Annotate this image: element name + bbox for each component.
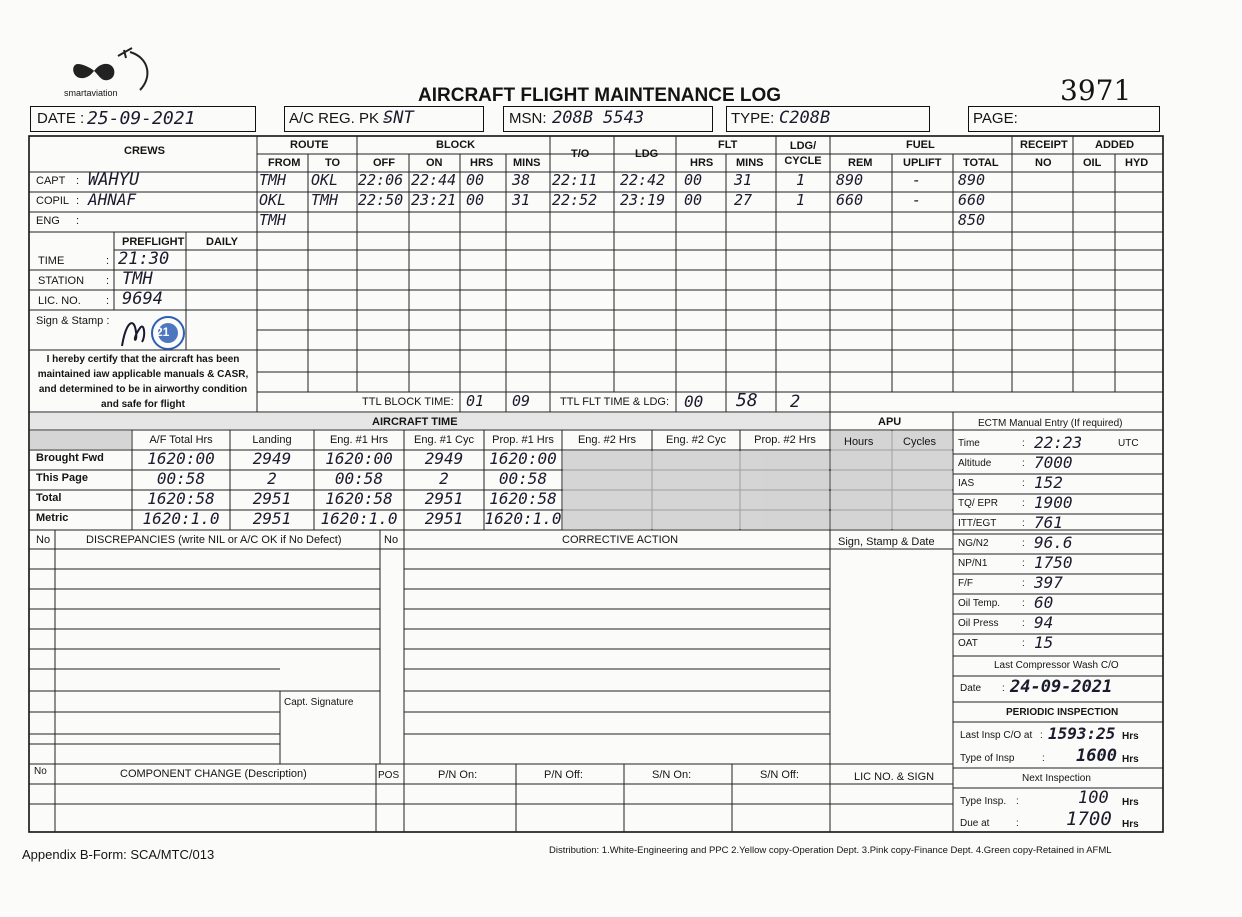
ldg-header: LDG [635,148,659,160]
flt-mins-header: MINS [736,157,764,169]
flight-block-hrs-cell: 00 [466,171,485,189]
flight-to-cell: OKL [311,171,339,189]
apu-title: APU [878,416,902,428]
corrective-no-header: No [384,534,399,546]
sign-stamp-label: Sign & Stamp : [36,315,110,327]
flight-from-cell: TMH [259,211,287,229]
on-header: ON [426,157,443,169]
next-type-value: 100 [1078,788,1109,808]
flight-flt-hrs-cell: 00 [684,191,703,209]
ectm-label: F/F [958,578,973,589]
preflight-time: 21:30 [118,249,170,269]
ttl-block-hrs: 01 [466,392,485,410]
off-header: OFF [373,157,395,169]
capt-signature-label: Capt. Signature [284,697,354,708]
fuel-uplift-cell: - [912,171,922,189]
ectm-label: TQ/ EPR [958,498,999,509]
aircraft-time-cell: 2951 [424,489,464,508]
aircraft-time-row-label: Total [36,492,62,504]
colon: : [1016,818,1019,829]
colon: : [1022,538,1025,549]
sn-off-header: S/N Off: [760,769,799,781]
due-at-unit: Hrs [1122,819,1139,830]
flight-ldg-cell: 22:42 [620,171,666,189]
ectm-label: Oil Press [958,618,999,629]
distribution-note: Distribution: 1.White-Engineering and PPC 2.Yellow copy-Operation Dept. 3.Pink copy-Finance Dept. 4.Green copy-Retained in AFML [549,845,1112,856]
stamp-number: 21 [156,325,170,339]
aircraft-time-column-header: Landing [252,434,292,446]
fuel-header: FUEL [906,139,935,151]
due-at-value: 1700 [1066,808,1112,830]
ectm-label: Oil Temp. [958,598,1001,609]
apu-cycles: Cycles [903,436,937,448]
uplift-header: UPLIFT [903,157,942,169]
ectm-label: Altitude [958,458,992,469]
preflight-station: TMH [122,269,153,289]
preflight-lic: 9694 [122,289,163,309]
last-insp-label: Last Insp C/O at [960,730,1033,741]
route-header: ROUTE [290,139,329,151]
aircraft-time-cell: 2951 [252,489,292,508]
total-header: TOTAL [963,157,999,169]
capt-label: CAPT [36,175,66,187]
fuel-total-cell: 660 [958,191,986,209]
fuel-rem-cell: 660 [836,191,864,209]
pn-off-header: P/N Off: [544,769,583,781]
capt-name: WAHYU [88,170,140,190]
next-insp-title: Next Inspection [1022,773,1091,784]
time-label: TIME [38,255,65,267]
rem-header: REM [848,157,873,169]
form-title: AIRCRAFT FLIGHT MAINTENANCE LOG [418,85,782,106]
flt-header: FLT [718,139,738,151]
aircraft-time-row-label: Metric [36,512,69,524]
colon: : [1022,518,1025,529]
aircraft-time-cell: 00:58 [334,469,384,488]
aircraft-time-column-header: Eng. #1 Cyc [414,434,474,446]
oil-header: OIL [1083,157,1102,169]
sign-stamp-date-header: Sign, Stamp & Date [838,536,935,548]
lic-sign-header: LIC NO. & SIGN [854,771,935,783]
aircraft-time-cell: 1620:58 [147,489,215,508]
last-insp-value: 1593:25 [1048,724,1116,743]
date-value: 25-09-2021 [87,108,196,129]
station-label: STATION [38,275,85,287]
ectm-value: 1900 [1034,493,1073,512]
ectm-value: 60 [1034,593,1054,612]
takeoff-header: T/O [571,148,590,160]
ectm-title: ECTM Manual Entry (If required) [978,418,1123,429]
flight-flt-hrs-cell: 00 [684,171,703,189]
colon: : [1022,618,1025,629]
discrepancy-no-header: No [36,534,51,546]
flight-off-cell: 22:06 [358,171,404,189]
colon: : [1022,598,1025,609]
flight-on-cell: 22:44 [411,171,457,189]
aircraft-time-column-header: Eng. #2 Cyc [666,434,726,446]
ectm-label: ITT/EGT [958,518,997,529]
aircraft-time-cell: 1620:58 [325,489,393,508]
ttl-ldg: 2 [790,392,801,412]
form-reference: Appendix B-Form: SCA/MTC/013 [22,847,215,862]
msn-label: MSN: [509,110,547,127]
ectm-unit: UTC [1118,438,1139,449]
aircraft-time-title: AIRCRAFT TIME [372,416,458,428]
flight-block-mins-cell: 31 [512,191,531,209]
ectm-value: 94 [1034,613,1054,632]
msn-value: 208B 5543 [552,108,645,128]
reg-value: SNT [383,108,414,128]
aircraft-time-cell: 1620:00 [325,449,393,468]
type-value: C208B [779,108,831,128]
compressor-date: 24-09-2021 [1010,677,1113,697]
ttl-flt-label: TTL FLT TIME & LDG: [560,396,670,408]
aircraft-time-column-header: Prop. #1 Hrs [492,434,554,446]
colon: : [76,195,80,207]
ectm-value: 15 [1034,633,1054,652]
brand-name: smartaviation [64,88,118,98]
ectm-label: OAT [958,638,978,649]
pos-header: POS [378,770,400,781]
aircraft-time-column-header: Eng. #1 Hrs [329,434,389,446]
ldg-cycle-header: LDG/ CYCLE [784,140,822,167]
flight-flt-mins-cell: 27 [734,191,753,209]
colon: : [1022,498,1025,509]
flight-block-mins-cell: 38 [512,171,531,189]
periodic-title: PERIODIC INSPECTION [1006,707,1119,718]
flight-cycle-cell: 1 [796,191,806,209]
ectm-value: 22:23 [1034,433,1083,452]
date-label: DATE : [37,110,85,127]
flight-from-cell: OKL [259,191,287,209]
lic-label: LIC. NO. [38,295,81,307]
colon: : [106,275,110,287]
aircraft-time-cell: 2949 [252,449,292,468]
aircraft-time-cell: 2 [267,469,277,488]
receipt-no-header: NO [1035,157,1052,169]
ectm-value: 96.6 [1034,533,1073,552]
flight-on-cell: 23:21 [411,191,457,209]
aircraft-time-cell: 2 [439,469,449,488]
colon: : [1022,438,1025,449]
colon: : [1042,753,1045,764]
flight-takeoff-cell: 22:52 [552,191,598,209]
flight-to-cell: TMH [311,191,339,209]
reg-label: A/C REG. PK - [289,110,389,127]
flt-hrs-header: HRS [690,157,714,169]
ectm-value: 1750 [1034,553,1073,572]
aircraft-time-cell: 00:58 [498,469,548,488]
pn-on-header: P/N On: [438,769,478,781]
ectm-value: 397 [1034,573,1063,592]
colon: : [1040,730,1043,741]
ectm-label: Time [958,438,980,449]
type-insp-label: Type of Insp [960,753,1015,764]
type-label: TYPE: [731,110,775,127]
preflight-header: PREFLIGHT [122,236,185,248]
aircraft-time-cell: 2951 [424,509,464,528]
ttl-flt-hrs: 00 [684,392,704,411]
ectm-label: NP/N1 [958,558,988,569]
aircraft-time-cell: 1620:1.0 [484,509,562,528]
hyd-header: HYD [1125,157,1149,169]
certify-text: I hereby certify that the aircraft has been maintained iaw applicable manuals & CASR, and determined to be in airworthy condition and safe for flight [37,354,249,410]
fuel-total-cell: 890 [958,171,986,189]
flight-ldg-cell: 23:19 [620,191,666,209]
daily-header: DAILY [206,236,238,248]
aircraft-time-cell: 1620:00 [147,449,215,468]
colon: : [1002,683,1005,694]
discrepancy-header: DISCREPANCIES (write NIL or A/C OK if No Defect) [86,534,342,546]
block-hrs-header: HRS [470,157,494,169]
colon: : [1022,558,1025,569]
type-insp-value: 1600 [1076,746,1117,766]
sn-on-header: S/N On: [652,769,692,781]
flight-flt-mins-cell: 31 [734,171,753,189]
flight-off-cell: 22:50 [358,191,404,209]
ectm-value: 7000 [1034,453,1073,472]
eng-label: ENG [36,215,60,227]
aircraft-time-cell: 2951 [252,509,292,528]
colon: : [1016,796,1019,807]
type-insp-unit: Hrs [1122,754,1139,765]
compressor-date-label: Date [960,683,982,694]
fuel-uplift-cell: - [912,191,922,209]
ttl-block-label: TTL BLOCK TIME: [362,396,454,408]
component-no-header: No [34,766,47,777]
ectm-label: IAS [958,478,975,489]
flight-from-cell: TMH [259,171,287,189]
next-type-unit: Hrs [1122,797,1139,808]
colon: : [1022,578,1025,589]
crews-header: CREWS [124,145,165,157]
aircraft-time-cell: 1620:1.0 [320,509,398,528]
ectm-value: 152 [1034,473,1063,492]
aircraft-time-cell: 1620:00 [489,449,557,468]
colon: : [1022,458,1025,469]
colon: : [106,295,110,307]
aircraft-time-column-header: A/F Total Hrs [149,434,213,446]
form-serial-number: 3971 [1060,74,1132,107]
apu-hours: Hours [844,436,874,448]
copil-label: COPIL [36,195,70,207]
next-type-label: Type Insp. [960,796,1007,807]
added-header: ADDED [1095,139,1135,151]
last-insp-unit: Hrs [1122,731,1139,742]
receipt-header: RECEIPT [1020,139,1068,151]
compressor-title: Last Compressor Wash C/O [994,660,1119,671]
ectm-label: NG/N2 [958,538,989,549]
aircraft-time-cell: 1620:1.0 [142,509,220,528]
fuel-total-cell: 850 [958,211,986,229]
ectm-value: 761 [1034,513,1063,532]
copil-name: AHNAF [88,190,137,209]
to-header: TO [325,157,341,169]
signature-stamp [116,312,194,352]
ttl-block-mins: 09 [512,392,531,410]
ttl-flt-mins: 58 [736,390,758,411]
aircraft-time-row-label: Brought Fwd [36,452,104,464]
colon: : [1022,478,1025,489]
aircraft-time-cell: 1620:58 [489,489,557,508]
block-header: BLOCK [436,139,476,151]
colon: : [1022,638,1025,649]
aircraft-time-column-header: Prop. #2 Hrs [754,434,816,446]
component-header: COMPONENT CHANGE (Description) [120,768,307,780]
block-mins-header: MINS [513,157,541,169]
aircraft-time-column-header: Eng. #2 Hrs [577,434,637,446]
aircraft-time-cell: 2949 [424,449,464,468]
fuel-rem-cell: 890 [836,171,864,189]
page-label: PAGE: [973,110,1018,127]
corrective-header: CORRECTIVE ACTION [562,534,679,546]
flight-cycle-cell: 1 [796,171,806,189]
flight-block-hrs-cell: 00 [466,191,485,209]
aircraft-time-row-label: This Page [36,472,88,484]
due-at-label: Due at [960,818,990,829]
colon: : [106,255,110,267]
aircraft-time-cell: 00:58 [156,469,206,488]
flight-takeoff-cell: 22:11 [552,171,598,189]
colon: : [76,215,80,227]
from-header: FROM [268,157,301,169]
colon: : [76,175,80,187]
